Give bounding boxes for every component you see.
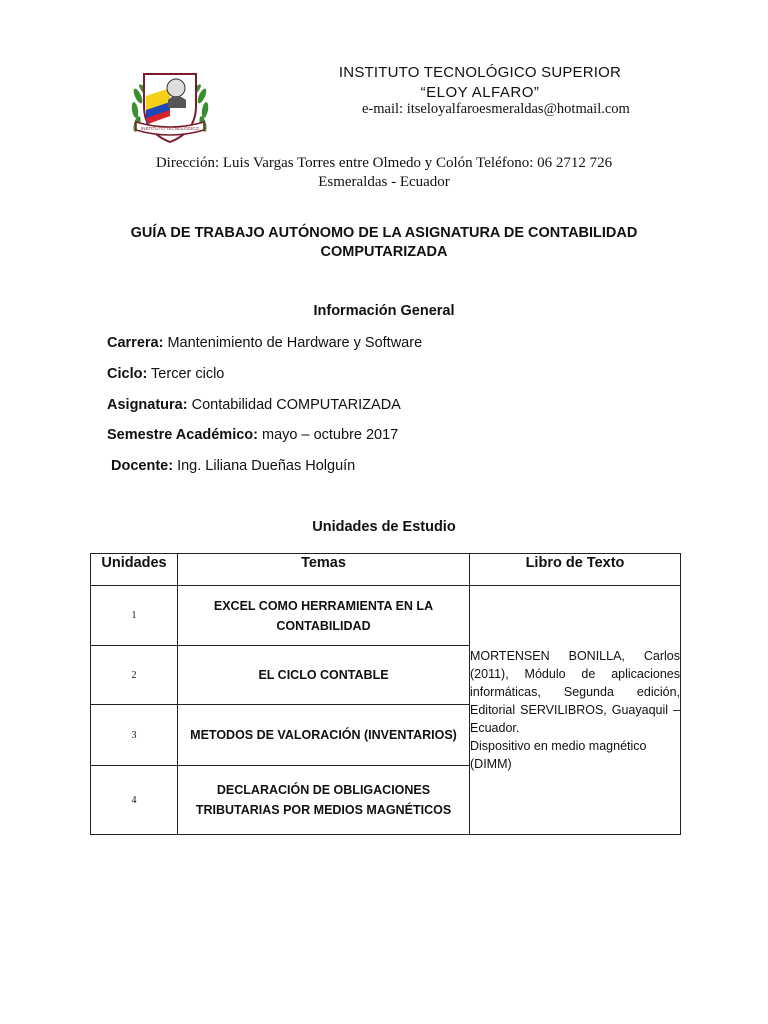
document-title-line-2: COMPUTARIZADA bbox=[320, 244, 448, 260]
study-units-heading: Unidades de Estudio bbox=[312, 519, 456, 535]
textbook-cell bbox=[470, 586, 681, 835]
institute-subtitle: “ELOY ALFARO” bbox=[420, 84, 540, 101]
institute-shield-logo-icon bbox=[130, 66, 210, 148]
field-label: Carrera: bbox=[107, 335, 164, 351]
field-label: Docente: bbox=[111, 458, 174, 474]
field-value: mayo – octubre 2017 bbox=[257, 427, 399, 443]
field-value: Ing. Liliana Dueñas Holguín bbox=[173, 458, 356, 474]
field-carrera bbox=[107, 335, 422, 351]
field-label: Semestre Académico: bbox=[107, 427, 258, 443]
document-title-line-1: GUÍA DE TRABAJO AUTÓNOMO DE LA ASIGNATURA DE CONTABILIDAD bbox=[130, 225, 638, 241]
unit-number: 3 bbox=[91, 705, 178, 766]
document-title bbox=[80, 224, 688, 262]
unit-number: 4 bbox=[91, 766, 178, 835]
field-label: Asignatura: bbox=[107, 397, 188, 413]
unit-topic bbox=[178, 766, 470, 835]
field-semestre bbox=[107, 427, 398, 443]
field-value: Contabilidad COMPUTARIZADA bbox=[187, 397, 401, 413]
institute-email: e-mail: itseloyalfaroesmeraldas@hotmail.com bbox=[362, 101, 630, 117]
field-value: Mantenimiento de Hardware y Software bbox=[163, 335, 423, 351]
textbook-extra: Dispositivo en medio magnético (DIMM) bbox=[470, 739, 647, 771]
unit-topic-line: METODOS DE VALORACIÓN (INVENTARIOS) bbox=[190, 728, 457, 742]
table-row bbox=[91, 586, 681, 646]
unit-topic-line: TRIBUTARIAS POR MEDIOS MAGNÉTICOS bbox=[195, 803, 452, 817]
unit-topic-line: EL CICLO CONTABLE bbox=[258, 668, 389, 682]
institute-name: INSTITUTO TECNOLÓGICO SUPERIOR bbox=[338, 64, 622, 81]
address-line-1: Dirección: Luis Vargas Torres entre Olmedo y Colón Teléfono: 06 2712 726 bbox=[155, 155, 613, 171]
logo-banner-text: INSTITUTO TECNOLÓGICO bbox=[140, 126, 200, 131]
study-units-table bbox=[90, 553, 681, 835]
table-header-row bbox=[91, 554, 681, 586]
field-label: Ciclo: bbox=[107, 366, 148, 382]
unit-number: 1 bbox=[91, 586, 178, 646]
unit-topic bbox=[178, 705, 470, 766]
field-asignatura bbox=[107, 397, 401, 413]
textbook-reference: MORTENSEN BONILLA, Carlos (2011), Módulo de aplicaciones informáticas, Segunda edición, Editorial SERVILIBROS, Guayaquil – Ecuador. bbox=[470, 649, 680, 735]
unit-topic bbox=[178, 586, 470, 646]
column-header-unidades: Unidades bbox=[91, 554, 178, 586]
unit-number: 2 bbox=[91, 646, 178, 705]
unit-topic-line: DECLARACIÓN DE OBLIGACIONES bbox=[216, 783, 431, 797]
general-info-heading: Información General bbox=[313, 303, 455, 319]
field-value: Tercer ciclo bbox=[147, 366, 225, 382]
column-header-temas: Temas bbox=[178, 554, 470, 586]
column-header-libro: Libro de Texto bbox=[470, 554, 681, 586]
field-ciclo bbox=[107, 366, 224, 382]
unit-topic bbox=[178, 646, 470, 705]
unit-topic-line: EXCEL COMO HERRAMIENTA EN LA bbox=[213, 598, 434, 613]
address-line-2: Esmeraldas - Ecuador bbox=[318, 174, 450, 190]
field-docente bbox=[111, 458, 355, 474]
unit-topic-line: CONTABILIDAD bbox=[276, 618, 371, 633]
